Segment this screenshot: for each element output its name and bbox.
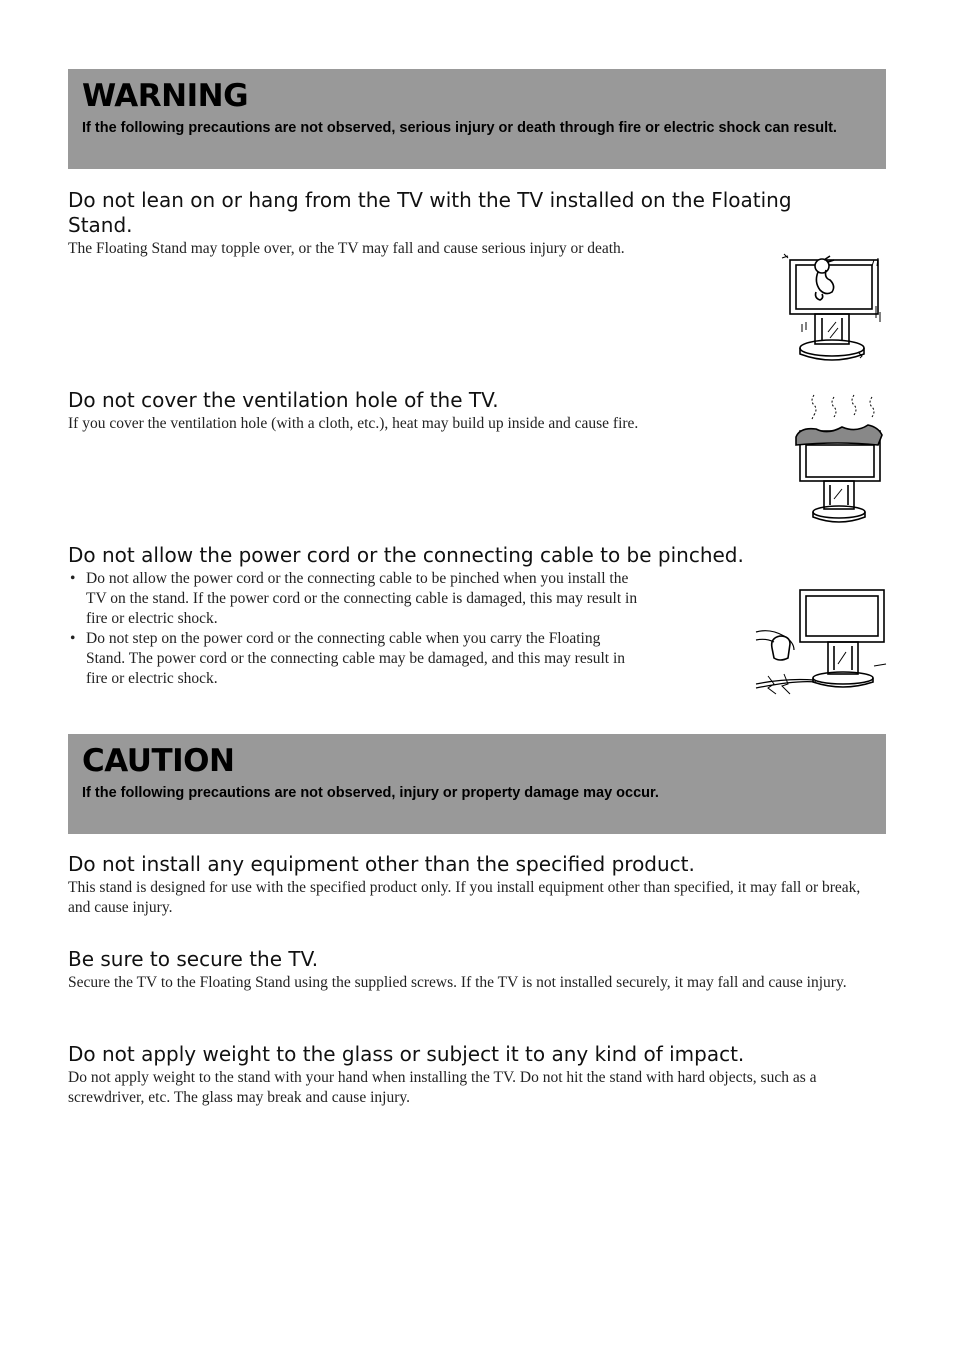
section-body: Secure the TV to the Floating Stand using the supplied screws. If the TV is not installed securely, it may fall and cause injury. — [68, 974, 847, 991]
section-body: The Floating Stand may topple over, or the TV may fall and cause serious injury or death. — [68, 240, 625, 257]
caution-item-secure — [68, 947, 886, 993]
covered-tv-heat-icon — [792, 393, 888, 525]
section-heading: Be sure to secure the TV. — [68, 947, 319, 971]
caution-item-equipment — [68, 852, 886, 918]
section-heading: Do not allow the power cord or the connecting cable to be pinched. — [68, 543, 744, 567]
section-body: This stand is designed for use with the specified product only. If you install equipment other than specified, it may fall or break, and cause injury. — [68, 879, 861, 916]
section-body: If you cover the ventilation hole (with a cloth, etc.), heat may build up inside and cause fire. — [68, 415, 639, 432]
section-heading: Do not install any equipment other than the specified product. — [68, 852, 695, 876]
warning-title: WARNING — [82, 78, 249, 114]
bullet-list — [68, 569, 643, 689]
pinched-cord-icon — [754, 588, 888, 698]
section-heading: Do not apply weight to the glass or subject it to any kind of impact. — [68, 1042, 745, 1066]
warning-subtitle: If the following precautions are not observed, serious injury or death through fire or electric shock can result. — [82, 120, 837, 136]
section-heading: Do not lean on or hang from the TV with the TV installed on the Floating Stand. — [68, 188, 792, 237]
warning-item-lean — [68, 188, 858, 259]
section-body: Do not apply weight to the stand with your hand when installing the TV. Do not hit the stand with hard objects, such as a screwdriver, etc. The glass may break and cause injury. — [68, 1069, 817, 1106]
caution-item-glass — [68, 1042, 886, 1108]
warning-banner — [68, 69, 886, 169]
warning-item-ventilation — [68, 388, 858, 434]
caution-subtitle: If the following precautions are not observed, injury or property damage may occur. — [82, 785, 659, 801]
section-heading: Do not cover the ventilation hole of the TV. — [68, 388, 499, 412]
list-item: • Do not allow the power cord or the connecting cable to be pinched when you install the TV on the stand. If the power cord or the connecting cable is damaged, this may result in fire or electric shock. — [68, 569, 643, 629]
person-hanging-from-tv-icon — [778, 252, 890, 364]
warning-item-pinched-cord — [68, 543, 858, 689]
caution-banner — [68, 734, 886, 834]
caution-title: CAUTION — [82, 743, 235, 779]
list-item: • Do not step on the power cord or the connecting cable when you carry the Floating Stand. The power cord or the connecting cable may be damaged, and this may result in fire or electric shock. — [68, 629, 643, 689]
